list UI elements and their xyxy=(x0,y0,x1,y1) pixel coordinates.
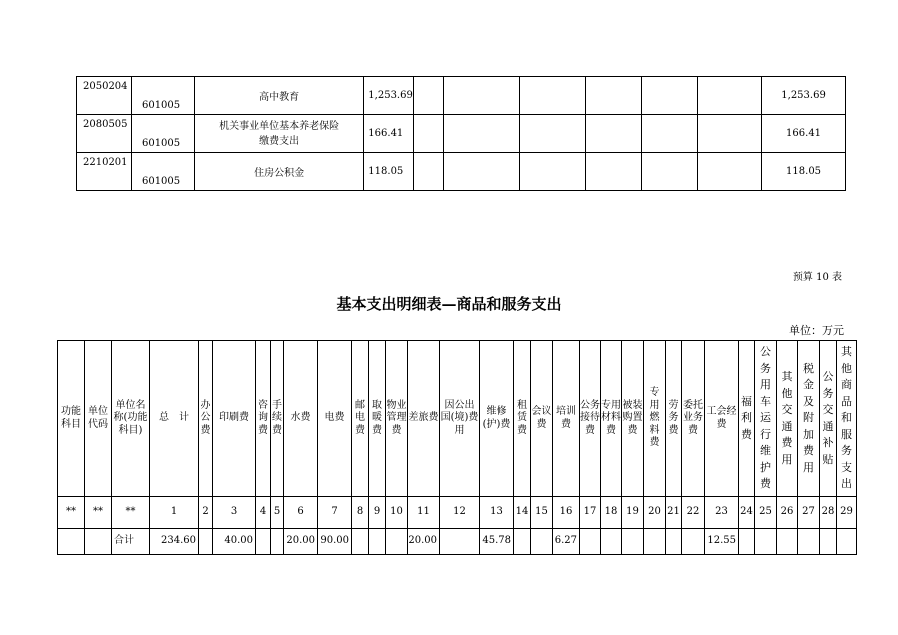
index-cell: 8 xyxy=(352,497,369,529)
column-header: 取暖费 xyxy=(369,341,386,497)
column-header: 手续费 xyxy=(271,341,284,497)
total-cell: 45.78 xyxy=(480,529,514,555)
column-header: 单位代码 xyxy=(85,341,112,497)
column-header: 培训费 xyxy=(553,341,580,497)
column-header: 邮电费 xyxy=(352,341,369,497)
total-cell: 234.60 xyxy=(150,529,199,555)
column-header: 咨询费 xyxy=(256,341,271,497)
index-cell: 27 xyxy=(798,497,820,529)
column-header: 维修(护)费 xyxy=(480,341,514,497)
total-cell xyxy=(386,529,408,555)
total-cell xyxy=(58,529,85,555)
table-row xyxy=(77,115,846,153)
index-cell: 20 xyxy=(644,497,666,529)
total-cell: 12.55 xyxy=(705,529,739,555)
total-cell xyxy=(739,529,755,555)
amount: 118.05 xyxy=(364,153,414,191)
total-cell xyxy=(666,529,682,555)
index-cell: 26 xyxy=(777,497,798,529)
total-cell xyxy=(256,529,271,555)
index-cell: 17 xyxy=(580,497,601,529)
index-cell: 24 xyxy=(739,497,755,529)
index-cell: 11 xyxy=(408,497,440,529)
column-header: 其他商品和服务支出 xyxy=(837,341,857,497)
function-name: 住房公积金 xyxy=(194,153,363,191)
index-cell: 6 xyxy=(284,497,318,529)
column-header: 单位名称(功能科目) xyxy=(112,341,150,497)
total-cell: 20.00 xyxy=(408,529,440,555)
column-header: 总 计 xyxy=(150,341,199,497)
index-cell: 4 xyxy=(256,497,271,529)
index-cell: 14 xyxy=(514,497,531,529)
total: 166.41 xyxy=(762,115,846,153)
total: 1,253.69 xyxy=(762,77,846,115)
total-cell: 90.00 xyxy=(318,529,352,555)
column-header: 因公出国(境)费用 xyxy=(440,341,480,497)
total-cell xyxy=(271,529,284,555)
table-row xyxy=(77,153,846,191)
index-cell: 9 xyxy=(369,497,386,529)
unit-code: 601005 xyxy=(131,153,194,191)
column-header: 功能科目 xyxy=(58,341,85,497)
index-cell: 23 xyxy=(705,497,739,529)
index-cell: 22 xyxy=(682,497,705,529)
total-cell: 6.27 xyxy=(553,529,580,555)
column-header: 委托业务费 xyxy=(682,341,705,497)
unit-code: 601005 xyxy=(131,77,194,115)
column-header: 水费 xyxy=(284,341,318,497)
index-cell: 16 xyxy=(553,497,580,529)
index-cell: ** xyxy=(85,497,112,529)
column-header: 公务用车运行维护费 xyxy=(755,341,777,497)
total-row xyxy=(58,529,857,555)
column-header: 印刷费 xyxy=(213,341,256,497)
column-header: 专用材料费 xyxy=(601,341,622,497)
total-cell xyxy=(440,529,480,555)
index-cell: 5 xyxy=(271,497,284,529)
column-header: 会议费 xyxy=(531,341,553,497)
column-header: 公务交通补贴 xyxy=(820,341,837,497)
total-cell xyxy=(352,529,369,555)
column-header: 工会经费 xyxy=(705,341,739,497)
index-cell: 3 xyxy=(213,497,256,529)
column-header: 被装购置费 xyxy=(622,341,644,497)
column-header: 物业管理费 xyxy=(386,341,408,497)
index-row xyxy=(58,497,857,529)
total: 118.05 xyxy=(762,153,846,191)
function-name: 高中教育 xyxy=(194,77,363,115)
index-cell: 1 xyxy=(150,497,199,529)
index-cell: 12 xyxy=(440,497,480,529)
total-label: 合计 xyxy=(112,529,150,555)
total-cell xyxy=(514,529,531,555)
total-cell xyxy=(682,529,705,555)
table-row xyxy=(77,77,846,115)
form-number: 预算 10 表 xyxy=(792,272,842,283)
index-cell: 21 xyxy=(666,497,682,529)
total-cell xyxy=(777,529,798,555)
column-header: 电费 xyxy=(318,341,352,497)
total-cell xyxy=(644,529,666,555)
total-cell xyxy=(798,529,820,555)
index-cell: 15 xyxy=(531,497,553,529)
expense-detail-table xyxy=(57,340,857,555)
index-cell: 18 xyxy=(601,497,622,529)
function-code: 2050204 xyxy=(77,77,132,115)
total-cell xyxy=(580,529,601,555)
total-cell xyxy=(837,529,857,555)
index-cell: 13 xyxy=(480,497,514,529)
column-header: 租赁费 xyxy=(514,341,531,497)
total-cell xyxy=(85,529,112,555)
column-header: 劳务费 xyxy=(666,341,682,497)
total-cell xyxy=(369,529,386,555)
function-code: 2080505 xyxy=(77,115,132,153)
index-cell: 28 xyxy=(820,497,837,529)
total-cell xyxy=(199,529,213,555)
unit-label: 单位：万元 xyxy=(789,324,844,337)
function-code: 2210201 xyxy=(77,153,132,191)
column-header: 专用燃料费 xyxy=(644,341,666,497)
index-cell: 2 xyxy=(199,497,213,529)
index-cell: 19 xyxy=(622,497,644,529)
total-cell: 40.00 xyxy=(213,529,256,555)
previous-page-table xyxy=(76,76,846,191)
index-cell: ** xyxy=(112,497,150,529)
index-cell: 10 xyxy=(386,497,408,529)
amount: 166.41 xyxy=(364,115,414,153)
index-cell: 7 xyxy=(318,497,352,529)
index-cell: 25 xyxy=(755,497,777,529)
column-header: 公务接待费 xyxy=(580,341,601,497)
column-header: 福利费 xyxy=(739,341,755,497)
amount: 1,253.69 xyxy=(364,77,414,115)
index-cell: ** xyxy=(58,497,85,529)
total-cell xyxy=(601,529,622,555)
column-header: 其他交通费用 xyxy=(777,341,798,497)
page-title: 基本支出明细表—商品和服务支出 xyxy=(336,295,562,313)
total-cell xyxy=(755,529,777,555)
header-row xyxy=(58,341,857,497)
column-header: 差旅费 xyxy=(408,341,440,497)
total-cell: 20.00 xyxy=(284,529,318,555)
function-name: 机关事业单位基本养老保险缴费支出 xyxy=(194,115,363,153)
total-cell xyxy=(820,529,837,555)
index-cell: 29 xyxy=(837,497,857,529)
total-cell xyxy=(531,529,553,555)
total-cell xyxy=(622,529,644,555)
column-header: 办公费 xyxy=(199,341,213,497)
column-header: 税金及附加费用 xyxy=(798,341,820,497)
unit-code: 601005 xyxy=(131,115,194,153)
